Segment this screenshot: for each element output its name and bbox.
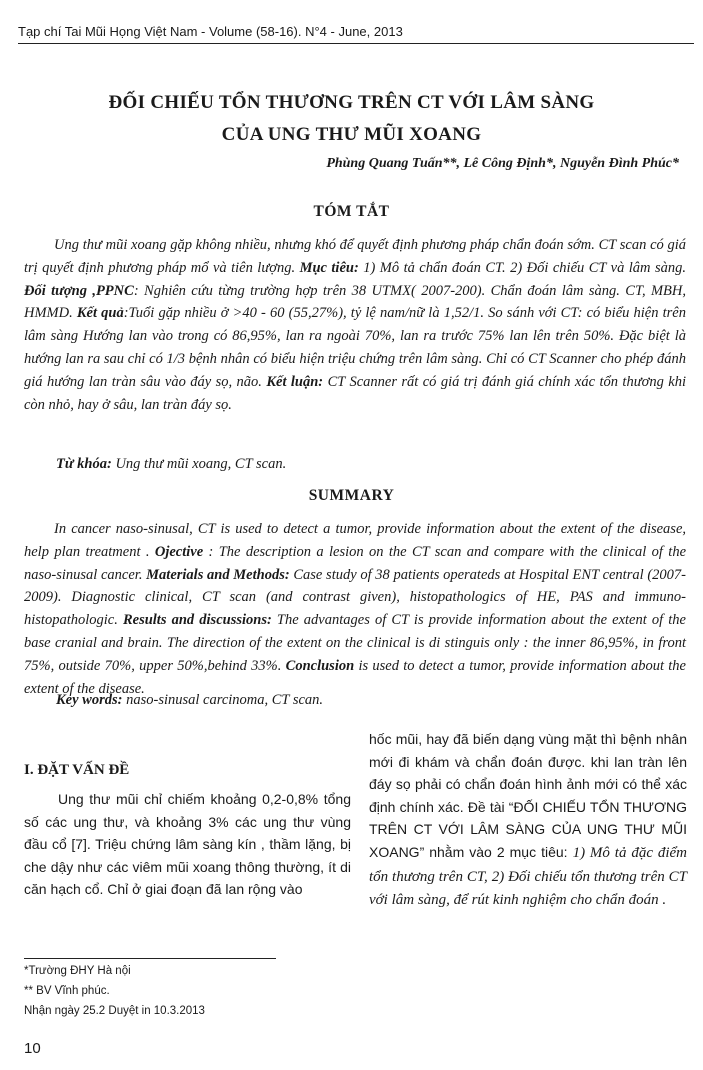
abstract-text: : Nghiên cứu từng trường hợp trên 38 UTMX( 2007-200). Chẩn đoán lâm sàng. CT, MBH, HMMD. (24, 282, 687, 322)
summary-text: In cancer naso-sinusal, CT is used to detect a tumor, provide information about the extent of the disease, help plan treatment . (24, 521, 686, 560)
footnote-1: *Trường ĐHY Hà nội (24, 965, 131, 977)
tu-khoa (56, 456, 286, 473)
authors: Phùng Quang Tuấn**, Lê Công Định*, Nguyễn Đình Phúc* (326, 156, 679, 171)
intro-objectives: 1) Mô tả đặc điểm tổn thương trên CT, 2) Đối chiếu tổn thương trên CT với lâm sàng, để rút kinh nghiệm cho chẩn đoán . (369, 844, 687, 909)
footnote-2: ** BV Vĩnh phúc. (24, 985, 110, 997)
abstract-text: CT Scanner rất có giá trị đánh giá chính xác tổn thương khi còn nhỏ, hay ở sâu, lan tràn đáy sọ. (24, 373, 686, 413)
summary-text: Case study of 38 patients operateds at Hospital ENT central (2007-2009). Diagnostic clinical, CT scan (and contrast given), histopathologics of HE, PAS and immuno-histopathologic. (24, 566, 686, 629)
summary-label: Materials and Methods: (146, 566, 290, 583)
title-line-2: CỦA UNG THƯ MŨI XOANG (221, 124, 482, 145)
summary-text: is used to detect a tumor, provide information about the extent of the disease. (24, 657, 686, 697)
abstract-label: Đối tượng ,PPNC (24, 282, 134, 299)
keywords-text: naso-sinusal carcinoma, CT scan. (122, 692, 324, 708)
intro-left-column: Ung thư mũi chỉ chiếm khoảng 0,2-0,8% tổng số các ung thư, và khoảng 3% các ung thư vùng đầu cổ [7]. Triệu chứng lâm sàng kín , thầm lặng, bị che dậy như các viêm mũi xoang thông thường, ít di căn hạch cổ. Chỉ ở giai đoạn đã lan rộng vào (24, 791, 351, 898)
tom-tat-abstract (24, 234, 686, 416)
intro-right-text: hốc mũi, hay đã biến dạng vùng mặt thì bệnh nhân mới đi khám và chẩn đoán được. khi lan tràn lên đáy sọ phải có chẩn đoán hình ảnh mới có thể xác định chính xác. Đề tài “ĐỐI CHIẾU TỔN THƯƠNG TRÊN CT VỚI LÂM SÀNG CỦA UNG THƯ MŨI XOANG” nhằm vào 2 mục tiêu: (369, 731, 687, 860)
summary-label: Ojective (154, 543, 204, 560)
abstract-label: Kết luận: (266, 373, 324, 390)
article-title (0, 87, 703, 151)
summary-abstract (24, 518, 686, 700)
summary-text: The advantages of CT is provide information about the extent of the base cranial and brain. The direction of the extent on the clinical is di stinguis only : the inner 86,95%, in front 75%, outside 70%, upper 50%,behind 33%. (24, 612, 686, 674)
summary-label: Conclusion (285, 657, 355, 674)
keywords-text: Ung thư mũi xoang, CT scan. (111, 456, 287, 472)
intro-right-column (369, 728, 687, 912)
footnote-3: Nhận ngày 25.2 Duyệt in 10.3.2013 (24, 1005, 205, 1017)
abstract-label: Kết quả (76, 305, 124, 322)
abstract-text: Ung thư mũi xoang gặp không nhiều, nhưng khó để quyết định phương pháp chẩn đoán sớm. CT scan có giá trị quyết định phương pháp mổ và tiên lượng. (24, 237, 686, 276)
abstract-text: :Tuổi gặp nhiều ở >40 - 60 (55,27%), tỷ lệ nam/nữ là 1,52/1. So sánh với CT: có biểu hiện trên lâm sàng Hướng lan vào trong có 86,95%, lan ra ngoài 70%, lan ra trước 75% lan lên trên 50%. Đặc biệt là hướng lan ra sau chỉ có 1/3 bệnh nhân có biểu hiện triệu chứng trên lâm sàng. Chỉ có CT Scanner cho phép đánh giá hướng lan tràn sâu vào đáy sọ, não. (24, 305, 686, 390)
page-number: 10 (24, 1040, 41, 1057)
summary-label: Results and discussions: (122, 612, 272, 629)
section-1-heading: I. ĐẶT VẤN ĐỀ (24, 762, 130, 778)
tom-tat-heading: TÓM TẮT (313, 203, 390, 220)
key-words (56, 692, 323, 709)
keywords-label: Từ khóa: (56, 456, 112, 472)
header-rule (18, 43, 694, 44)
footnote-rule (24, 958, 276, 959)
keywords-label: Key words: (56, 692, 123, 708)
summary-text: : The description a lesion on the CT scan and compare with the clinical of the naso-sinusal cancer. (24, 543, 686, 583)
abstract-label: Mục tiêu: (299, 259, 359, 276)
title-line-1: ĐỐI CHIẾU TỔN THƯƠNG TRÊN CT VỚI LÂM SÀNG (108, 92, 595, 113)
abstract-text: 1) Mô tả chẩn đoán CT. 2) Đối chiếu CT và lâm sàng. (358, 259, 686, 276)
summary-heading: SUMMARY (308, 487, 395, 504)
running-head: Tạp chí Tai Mũi Họng Việt Nam - Volume (58-16). N°4 - June, 2013 (18, 24, 403, 39)
